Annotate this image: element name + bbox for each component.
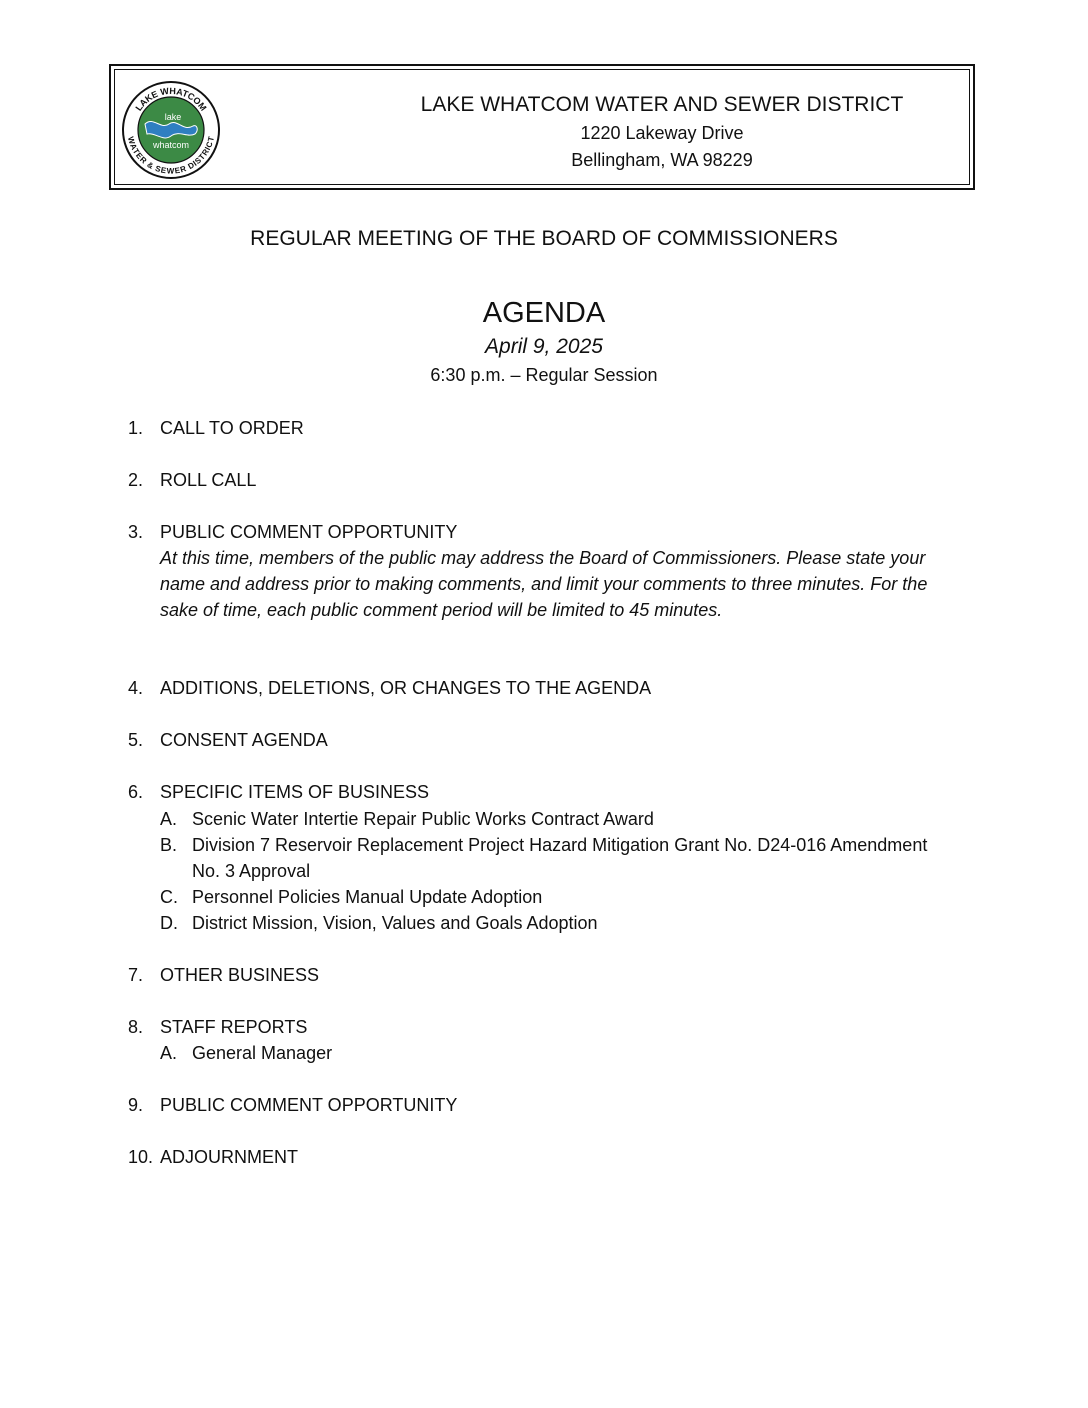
public-comment-description: At this time, members of the public may address the Board of Commissioners. Please state your name and address prior to making comments, and limit your comments to three minutes. For the sake of time, each public comment period will be limited to 45 minutes. (160, 548, 928, 620)
address-line-2: Bellingham, WA 98229 (571, 150, 753, 170)
item-label: PUBLIC COMMENT OPPORTUNITY (160, 1095, 458, 1115)
item-number: 7. (128, 965, 144, 985)
item-number: 4. (128, 678, 144, 698)
subitem-text: Personnel Policies Manual Update Adoption (192, 887, 543, 907)
agenda-title: AGENDA (482, 297, 606, 329)
subitem-letter: D. (160, 913, 178, 933)
subitem-letter: C. (160, 887, 178, 907)
item-number: 5. (128, 730, 144, 750)
item-number: 8. (128, 1017, 144, 1037)
meeting-title: REGULAR MEETING OF THE BOARD OF COMMISSIONERS (250, 227, 838, 250)
logo-top-text: LAKE WHATCOM (133, 85, 209, 113)
org-address-block (351, 90, 973, 174)
item-number: 10. (128, 1147, 154, 1167)
district-logo-icon (121, 80, 221, 180)
agenda-session: 6:30 p.m. – Regular Session (430, 365, 658, 385)
org-name: LAKE WHATCOM WATER AND SEWER DISTRICT (420, 93, 904, 116)
subitem-letter: A. (160, 809, 178, 829)
item-number: 2. (128, 470, 144, 490)
item-number: 9. (128, 1095, 144, 1115)
subitem-text: Division 7 Reservoir Replacement Project Hazard Mitigation Grant No. D24-016 Amendment No. 3 Approval (192, 835, 928, 881)
item-label: SPECIFIC ITEMS OF BUSINESS (160, 782, 430, 802)
item-label: OTHER BUSINESS (160, 965, 320, 985)
subitem-text: Scenic Water Intertie Repair Public Works Contract Award (192, 809, 654, 829)
item-number: 3. (128, 522, 144, 542)
item-label: ADDITIONS, DELETIONS, OR CHANGES TO THE AGENDA (160, 678, 652, 698)
subitem-letter: B. (160, 835, 178, 855)
item-label: CONSENT AGENDA (160, 730, 328, 750)
subitem-text: General Manager (192, 1043, 333, 1063)
item-number: 1. (128, 418, 144, 438)
agenda-date: April 9, 2025 (485, 335, 603, 358)
item-label: ROLL CALL (160, 470, 257, 490)
address-line-1: 1220 Lakeway Drive (580, 123, 744, 143)
item-number: 6. (128, 782, 144, 802)
logo-bottom-text: WATER & SEWER DISTRICT (125, 135, 217, 176)
logo-green-disc (138, 97, 204, 163)
subitem-text: District Mission, Vision, Values and Goals Adoption (192, 913, 598, 933)
item-label: ADJOURNMENT (160, 1147, 298, 1167)
logo-inner-whatcom: whatcom (152, 140, 190, 150)
letterhead-box (109, 64, 975, 190)
item-label: PUBLIC COMMENT OPPORTUNITY (160, 522, 458, 542)
item-label: STAFF REPORTS (160, 1017, 308, 1037)
logo-inner-lake: lake (164, 112, 182, 122)
subitem-letter: A. (160, 1043, 178, 1063)
item-label: CALL TO ORDER (160, 418, 304, 438)
